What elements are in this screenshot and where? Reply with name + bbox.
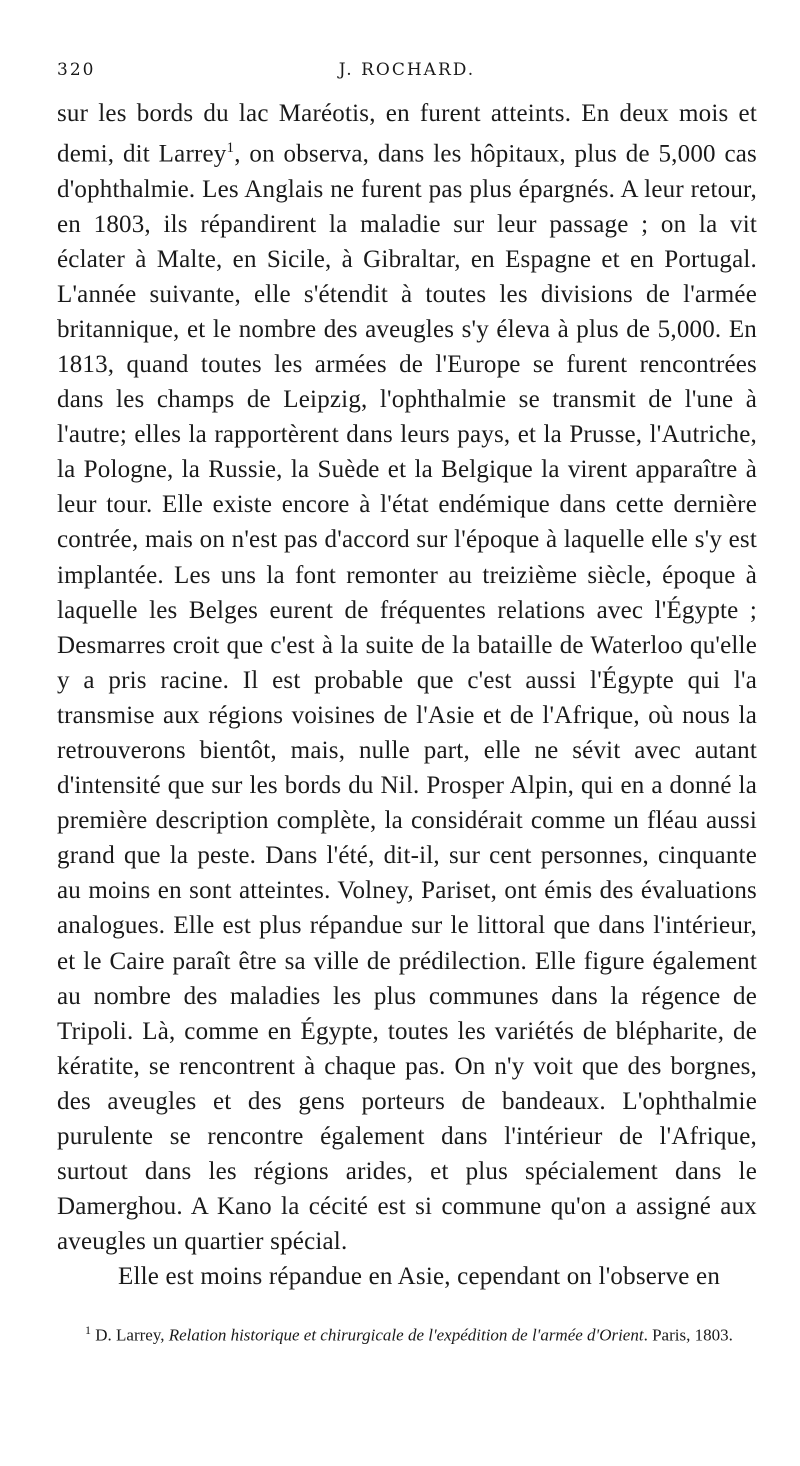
running-title: J. ROCHARD. — [338, 60, 476, 80]
footnote-marker: 1 — [85, 1323, 91, 1337]
paragraph-1 — [57, 96, 757, 1259]
footnote-author: D. Larrey, — [95, 1325, 169, 1345]
footnote-rest: . Paris, 1803. — [643, 1325, 733, 1345]
page-number: 320 — [57, 60, 96, 80]
paragraph-2-text: Elle est moins répandue en Asie, cependant on l'observe en — [118, 1263, 721, 1291]
paragraph-1-text-a: sur les bords du lac Maréotis, en furent atteints. En deux mois et demi, dit Larrey — [57, 100, 757, 168]
page-header — [57, 60, 757, 90]
paragraph-2 — [57, 1259, 757, 1294]
footnote — [57, 1318, 757, 1348]
body-text — [57, 96, 757, 1295]
footnote-reference: 1 — [226, 140, 235, 157]
paragraph-1-text-b: , on observa, dans les hôpitaux, plus de 5,000 cas d'ophthalmie. Les Anglais ne furent pas plus épargnés. A leur retour, en 1803, ils répandirent la maladie sur leur passage ; on la vit éclater à Malte, en Sicile, à Gibraltar, en Espagne et en Portugal. L'année suivante, elle s'étendit à toutes les divisions de l'armée britannique, et le nombre des aveugles s'y éleva à plus de 5,000. En 1813, quand toutes les armées de l'Europe se furent rencontrées dans les champs de Leipzig, l'ophthalmie se transmit de l'une à l'autre; elles la rapportèrent dans leurs pays, et la Prusse, l'Autriche, la Pologne, la Russie, la Suède et la Belgique la virent apparaître à leur tour. Elle existe encore à l'état endémique dans cette dernière contrée, mais on n'est pas d'accord sur l'époque à laquelle elle s'y est implantée. Les uns la font remonter au treizième siècle, époque à laquelle les Belges eurent de fréquentes relations avec l'Égypte ; Desmarres croit que c'est à la suite de la bataille de Waterloo qu'elle y a pris racine. Il est probable que c'est aussi l'Égypte qui l'a transmise aux régions voisines de l'Asie et de l'Afrique, où nous la retrouverons bientôt, mais, nulle part, elle ne sévit avec autant d'intensité que sur les bords du Nil. Prosper Alpin, qui en a donné la première description complète, la considérait comme un fléau aussi grand que la peste. Dans l'été, dit-il, sur cent personnes, cinquante au moins en sont atteintes. Volney, Pariset, ont émis des évaluations analogues. Elle est plus répandue sur le littoral que dans l'intérieur, et le Caire paraît être sa ville de prédilection. Elle figure également au nombre des maladies les plus communes dans la régence de Tripoli. Là, comme en Égypte, toutes les variétés de blépharite, de kératite, se rencontrent à chaque pas. On n'y voit que des borgnes, des aveugles et des gens porteurs de bandeaux. L'ophthalmie purulente se rencontre également dans l'intérieur de l'Afrique, surtout dans les régions arides, et plus spécialement dans le Damerghou. A Kano la cécité est si commune qu'on a assigné aux aveugles un quartier spécial. — [57, 140, 757, 1256]
footnote-title: Relation historique et chirurgicale de l'expédition de l'armée d'Orient — [168, 1325, 644, 1345]
